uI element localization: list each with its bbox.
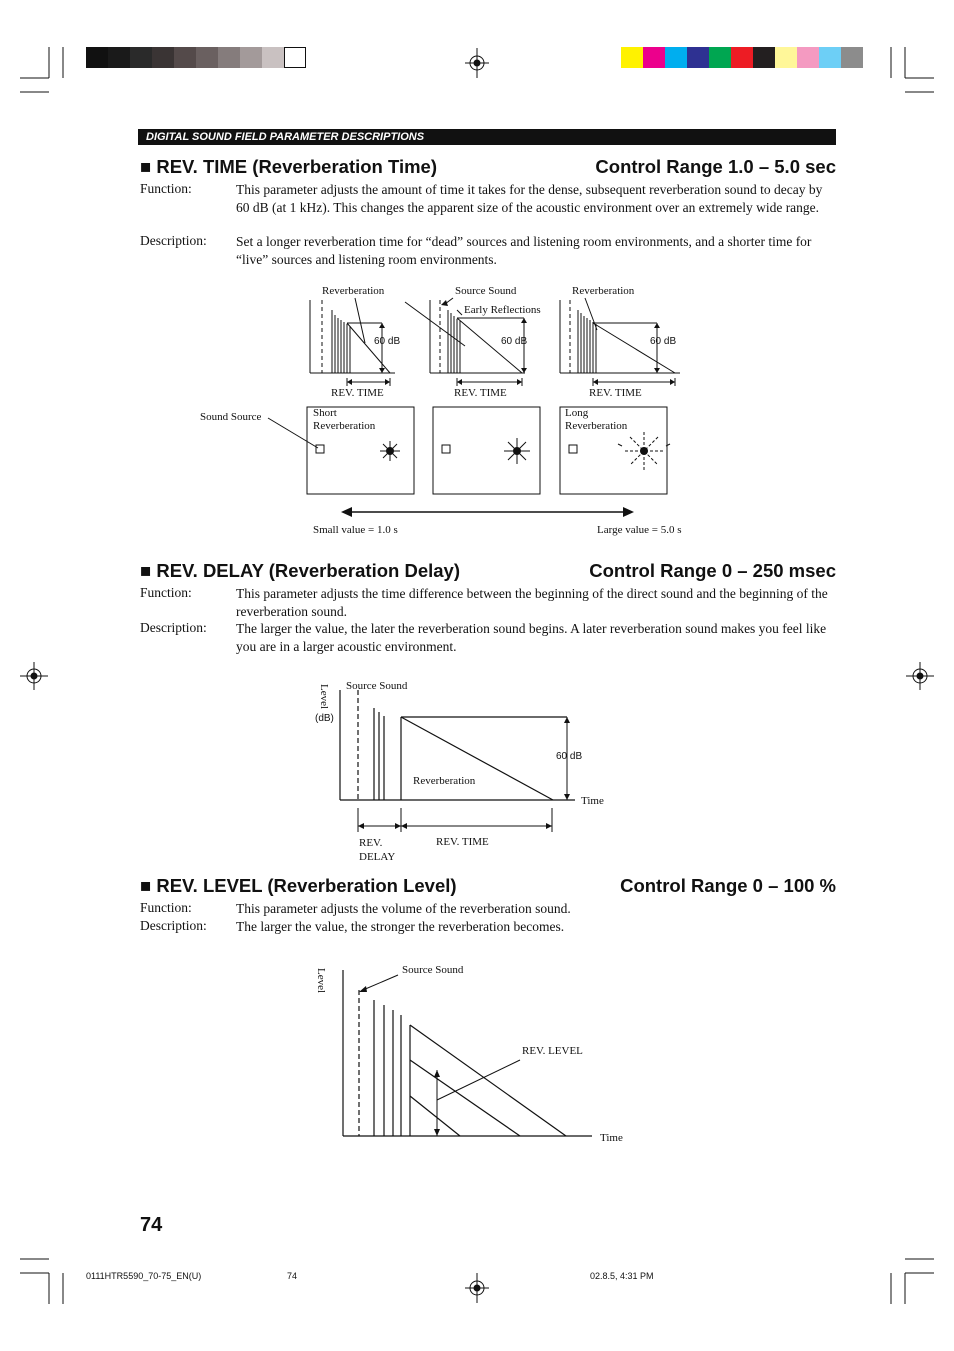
reverberation-label: Reverberation	[413, 775, 476, 787]
rev-level-title: ■ REV. LEVEL (Reverberation Level)	[140, 875, 457, 896]
description-label: Description:	[140, 620, 207, 635]
description-text: Set a longer reverberation time for “dead” sources and listening room environments, and a shorter time for “live” sources and listening room environments.	[236, 234, 812, 267]
rev-level-label: REV. LEVEL	[522, 1045, 583, 1057]
footer-page: 74	[287, 1271, 298, 1281]
function-label: Function:	[140, 181, 192, 196]
rev-time-range: Control Range 1.0 – 5.0 sec	[595, 156, 836, 177]
large-value-label: Large value = 5.0 s	[597, 524, 682, 536]
function-text: This parameter adjusts the time difference between the beginning of the direct sound and the beginning of the reverberation sound.	[236, 586, 828, 619]
rev-time-label: REV. TIME	[436, 836, 489, 848]
db-unit-label: (dB)	[315, 713, 334, 724]
rev-level-range: Control Range 0 – 100 %	[620, 875, 836, 896]
source-sound-label: Source Sound	[402, 964, 464, 976]
reverberation-label: Reverberation	[322, 285, 385, 297]
rev-time-title: ■ REV. TIME (Reverberation Time)	[140, 156, 437, 177]
source-sound-label: Source Sound	[346, 680, 408, 692]
function-label: Function:	[140, 900, 192, 915]
time-axis-label: Time	[600, 1132, 623, 1144]
description-text: The larger the value, the later the reverberation sound begins. A later reverberation sound makes you feel like you are in a larger acoustic environment.	[236, 621, 827, 654]
sound-source-label: Sound Source	[200, 411, 262, 423]
level-axis-label: Level	[318, 684, 330, 710]
rev-delay-label: REV. DELAY	[359, 837, 396, 863]
footer-file-name: 0111HTR5590_70-75_EN(U)	[86, 1271, 202, 1281]
footer-date: 02.8.5, 4:31 PM	[590, 1271, 654, 1281]
rev-time-label: REV. TIME	[454, 387, 507, 399]
section-header-bar: DIGITAL SOUND FIELD PARAMETER DESCRIPTIONS	[138, 129, 836, 145]
level-axis-label: Level	[315, 968, 327, 994]
small-value-label: Small value = 1.0 s	[313, 524, 398, 536]
function-text: This parameter adjusts the amount of time it takes for the dense, subsequent reverberation sound to decay by 60 dB (at 1 kHz). This changes the apparent size of the acoustic environment over an extremely wide range.	[236, 182, 823, 215]
page-number: 74	[140, 1214, 163, 1236]
description-label: Description:	[140, 233, 207, 248]
db-60-label: 60 dB	[650, 336, 677, 347]
rev-time-label: REV. TIME	[589, 387, 642, 399]
db-60-label: 60 dB	[374, 336, 401, 347]
source-sound-label: Source Sound	[455, 285, 517, 297]
reverberation-label-right: Reverberation	[572, 285, 635, 297]
description-text: The larger the value, the stronger the reverberation becomes.	[236, 919, 565, 934]
time-axis-label: Time	[581, 795, 604, 807]
rev-delay-range: Control Range 0 – 250 msec	[589, 560, 836, 581]
early-reflections-label: Early Reflections	[464, 304, 541, 316]
db-60-label: 60 dB	[556, 751, 583, 762]
long-reverberation-label: Long Reverberation	[565, 407, 628, 432]
description-label: Description:	[140, 918, 207, 933]
rev-time-label: REV. TIME	[331, 387, 384, 399]
rev-delay-title: ■ REV. DELAY (Reverberation Delay)	[140, 560, 460, 581]
db-60-label: 60 dB	[501, 336, 528, 347]
function-label: Function:	[140, 585, 192, 600]
function-text: This parameter adjusts the volume of the reverberation sound.	[236, 901, 571, 916]
short-reverberation-label: Short Reverberation	[313, 407, 376, 432]
